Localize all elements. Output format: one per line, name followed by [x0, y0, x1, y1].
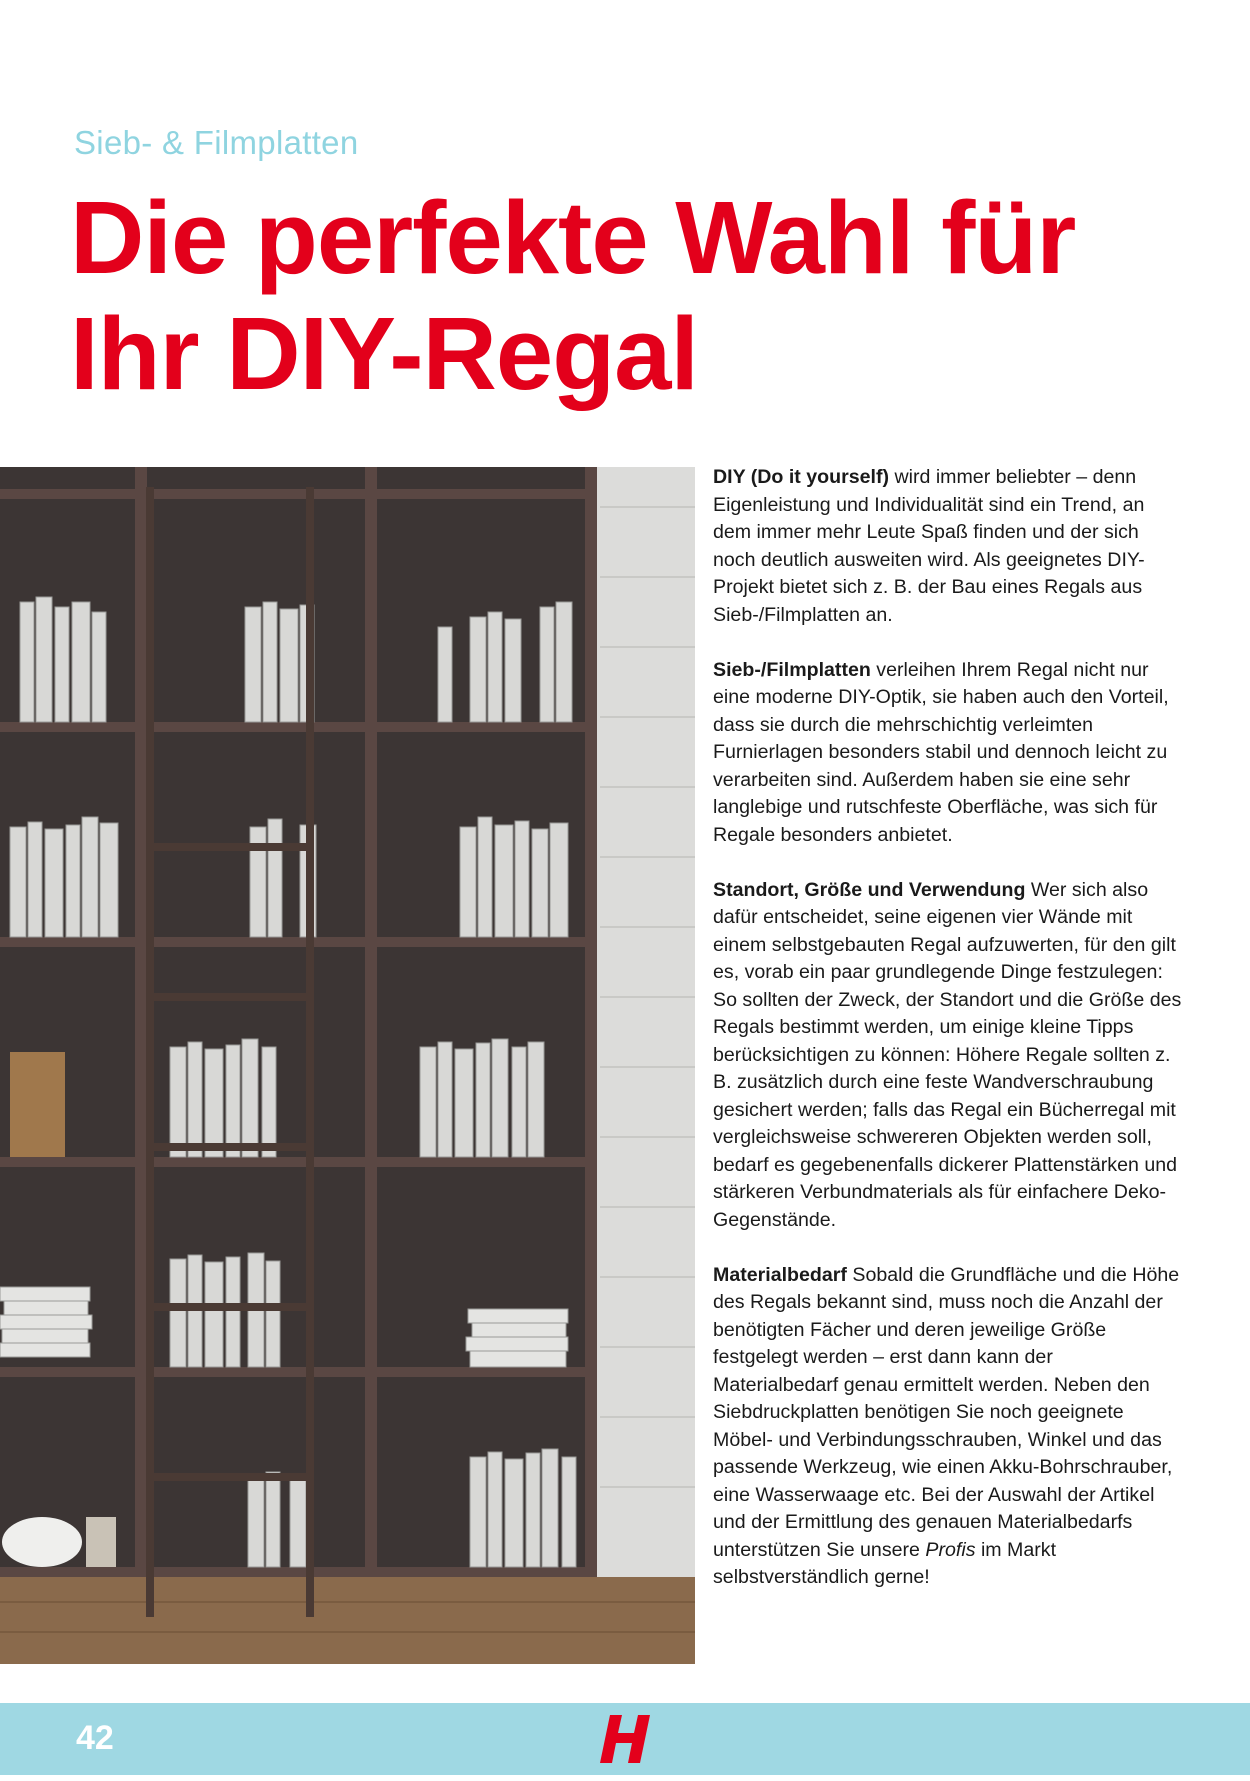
- bookshelf-illustration: [0, 467, 695, 1664]
- paragraph-italic: Profis: [925, 1538, 976, 1561]
- paragraph-lead: DIY (Do it yourself): [713, 466, 889, 488]
- paragraph-standort: [713, 877, 1183, 1235]
- paragraph-text: verleihen Ihrem Regal nicht nur eine moderne DIY-Optik, sie haben auch den Vorteil, dass sie durch die mehrschichtig verleimten Furnierlagen besonders stabil und dennoch leicht zu verarbeiten sind. Außerdem haben sie eine sehr langlebige und rutschfeste Oberfläche, was sich für Regale besonders anbietet.: [713, 658, 1169, 846]
- paragraph-text: wird immer beliebter – denn Eigenleistung und Individualität sind ein Trend, an dem immer mehr Leute Spaß finden und der sich noch deutlich ausweiten wird. Als geeignetes DIY-Projekt bietet sich z. B. der Bau eines Regals aus Sieb-/Filmplatten an.: [713, 466, 1145, 626]
- paragraph-materialbedarf: [713, 1262, 1183, 1592]
- bookshelf-photo: [0, 467, 695, 1664]
- paragraph-sieb-filmplatten: [713, 657, 1183, 850]
- page-number: 42: [76, 1719, 114, 1757]
- paragraph-lead: Standort, Größe und Verwendung: [713, 878, 1026, 901]
- paragraph-lead: Materialbedarf: [713, 1263, 847, 1286]
- page-headline: Die perfekte Wahl für Ihr DIY-Regal: [70, 180, 1076, 411]
- paragraph-text: Sobald die Grundfläche und die Höhe des Regals bekannt sind, muss noch die Anzahl der benötigten Fächer und deren jeweilige Größe festgelegt werden – erst dann kann der Materialbedarf genau ermittelt werden. Neben den Siebdruckplatten benötigen Sie noch geeignete Möbel- und Verbindungsschrauben, Winkel und das passende Werkzeug, wie einen Akku-Bohrschrauber, eine Wasserwaage etc. Bei der Auswahl der Artikel und der Ermittlung des genauen Materialbedarfs unterstützen Sie unsere: [713, 1263, 1180, 1561]
- article-body: [713, 464, 1183, 1619]
- kicker: Sieb- & Filmplatten: [74, 124, 359, 161]
- paragraph-lead: Sieb-/Filmplatten: [713, 658, 871, 681]
- paragraph-tail: im Markt selbstverständlich gerne!: [713, 1538, 1057, 1588]
- hornbach-h-logo-icon: [596, 1711, 656, 1772]
- paragraph-intro: [713, 464, 1183, 629]
- paragraph-text: Wer sich also dafür entscheidet, seine eigenen vier Wände mit einem selbstgebauten Regal aufzuwerten, für den gilt es, vorab ein paar grundlegende Dinge festzulegen: So sollten der Zweck, der Standort und die Größe des Regals bestimmt werden, um einige kleine Tipps berücksichtigen zu können: Höhere Regale sollten z. B. zusätzlich durch eine feste Wandverschraubung gesichert werden; falls das Regal ein Bücherregal mit vergleichsweise schwereren Objekten werden soll, bedarf es gegebenenfalls dickerer Plattenstärken und stärkeren Verbundmaterials als für einfachere Deko-Gegenstände.: [713, 878, 1182, 1231]
- footer-bar: [0, 1703, 1250, 1775]
